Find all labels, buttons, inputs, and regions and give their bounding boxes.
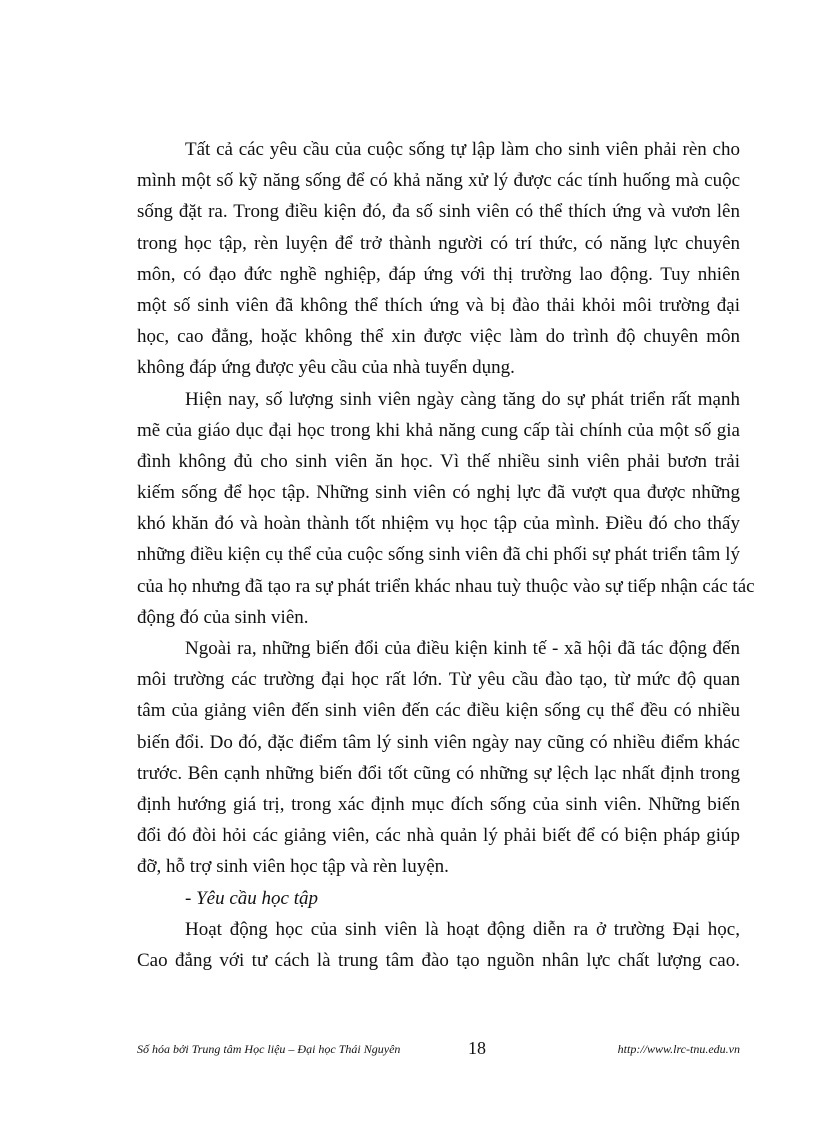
text-line: mẽ của giáo dục đại học trong khi khả năng cung cấp tài chính của một số gia xyxy=(137,419,740,441)
body-text xyxy=(137,134,755,976)
text-line: tâm của giảng viên đến sinh viên đến các điều kiện sống cụ thể đều có nhiều xyxy=(137,700,740,722)
text-line: không đáp ứng được yêu cầu của nhà tuyển dụng. xyxy=(137,357,515,379)
footer-source: Số hóa bởi Trung tâm Học liệu – Đại học Thái Nguyên xyxy=(137,1042,401,1056)
text-line: Tất cả các yêu cầu của cuộc sống tự lập làm cho sinh viên phải rèn cho xyxy=(185,139,740,160)
text-line: đổi đó đòi hỏi các giảng viên, các nhà quản lý phải biết để có biện pháp giúp xyxy=(137,825,740,847)
paragraph-4 xyxy=(137,914,740,976)
text-line: trước. Bên cạnh những biến đổi tốt cũng có những sự lệch lạc nhất định trong xyxy=(137,762,740,784)
page-number: 18 xyxy=(468,1038,486,1058)
text-line: của họ nhưng đã tạo ra sự phát triển khác nhau tuỳ thuộc vào sự tiếp nhận các tác xyxy=(137,575,755,597)
text-line: biến đổi. Do đó, đặc điểm tâm lý sinh viên ngày nay cũng có nhiều điểm khác xyxy=(137,731,740,753)
text-line: Hoạt động học của sinh viên là hoạt động diễn ra ở trường Đại học, xyxy=(185,918,740,940)
heading-text: - Yêu cầu học tập xyxy=(185,887,318,909)
text-line: đình không đủ cho sinh viên ăn học. Vì thế nhiều sinh viên phải bươn trải xyxy=(137,450,740,472)
text-line: môn, có đạo đức nghề nghiệp, đáp ứng với thị trường lao động. Tuy nhiên xyxy=(137,263,740,285)
section-heading xyxy=(137,883,740,914)
paragraph-2 xyxy=(137,384,755,634)
text-line: định hướng giá trị, trong xác định mục đích sống của sinh viên. Những biến xyxy=(137,793,740,815)
text-line: đỡ, hỗ trợ sinh viên học tập và rèn luyện. xyxy=(137,856,449,878)
paragraph-3 xyxy=(137,633,740,883)
footer-url: http://www.lrc-tnu.edu.vn xyxy=(617,1042,740,1056)
paragraph-1 xyxy=(137,134,740,384)
text-line: trong học tập, rèn luyện để trở thành người có trí thức, có năng lực chuyên xyxy=(137,232,740,254)
text-line: kiếm sống để học tập. Những sinh viên có nghị lực đã vượt qua được những xyxy=(137,482,740,504)
text-line: khó khăn đó và hoàn thành tốt nhiệm vụ học tập của mình. Điều đó cho thấy xyxy=(137,513,740,535)
text-line: một số sinh viên đã không thể thích ứng và bị đào thải khỏi môi trường đại xyxy=(137,294,740,316)
text-line: học, cao đẳng, hoặc không thể xin được việc làm do trình độ chuyên môn xyxy=(137,326,740,348)
text-line: Cao đẳng với tư cách là trung tâm đào tạo nguồn nhân lực chất lượng cao. xyxy=(137,949,740,971)
text-line: những điều kiện cụ thể của cuộc sống sinh viên đã chi phối sự phát triển tâm lý xyxy=(137,544,740,566)
text-line: động đó của sinh viên. xyxy=(137,606,309,628)
text-line: Ngoài ra, những biến đổi của điều kiện kinh tế - xã hội đã tác động đến xyxy=(185,638,740,659)
text-line: mình một số kỹ năng sống để có khả năng xử lý được các tính huống mà cuộc xyxy=(137,170,740,192)
text-line: Hiện nay, số lượng sinh viên ngày càng tăng do sự phát triển rất mạnh xyxy=(185,388,740,410)
text-line: sống đặt ra. Trong điều kiện đó, đa số sinh viên có thể thích ứng và vươn lên xyxy=(137,201,740,223)
page-footer xyxy=(137,1038,740,1058)
text-line: môi trường các trường đại học rất lớn. Từ yêu cầu đào tạo, từ mức độ quan xyxy=(137,669,740,691)
